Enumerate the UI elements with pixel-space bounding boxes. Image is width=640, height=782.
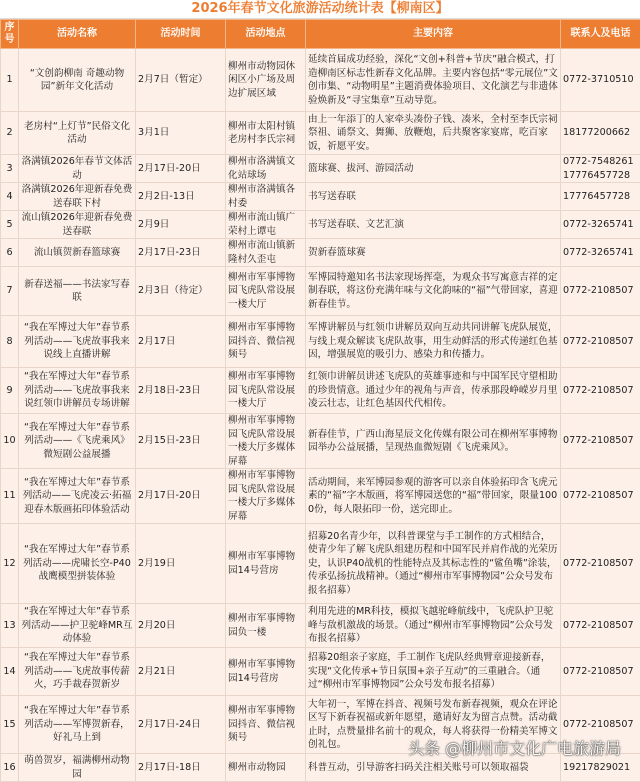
activity-contact: 0772-2108507 xyxy=(561,267,640,316)
row-number: 4 xyxy=(1,183,19,211)
activity-name: “我在军博过大年”春节系列活动——飞虎故事我来说红领巾讲解员专场讲解 xyxy=(19,368,136,414)
activity-time: 2月3日（待定） xyxy=(136,267,226,316)
activity-time: 2月15日-23日 xyxy=(136,414,226,469)
header-contact: 联系人及电话 xyxy=(561,20,640,49)
activity-content: 由上一年添丁的人家牵头凑份子钱、凑米，全村至李氏宗祠祭祖、诵祭文、舞狮、放鞭炮，后共聚客家宴席，吃百家饭，祈愿平安。 xyxy=(306,112,561,155)
row-number: 1 xyxy=(1,49,19,112)
header-name: 活动名称 xyxy=(19,20,136,49)
row-number: 14 xyxy=(1,648,19,696)
activity-time: 2月17日-18日 xyxy=(136,754,226,782)
activity-place: 柳州市军事博物园负一楼 xyxy=(226,604,306,648)
activity-content: 篮球赛、拔河、游园活动 xyxy=(306,155,561,183)
row-number: 15 xyxy=(1,696,19,754)
activity-contact: 18177200662 xyxy=(561,112,640,155)
activity-contact: 0772-2108507 xyxy=(561,696,640,754)
row-number: 13 xyxy=(1,604,19,648)
activity-table xyxy=(0,19,640,782)
activity-place: 柳州市军事博物园飞虎队常设展一楼大厅多媒体屏幕 xyxy=(226,469,306,524)
activity-contact: 0772-7548261 17776457728 xyxy=(561,155,640,183)
activity-place: 柳州市动物园 xyxy=(226,754,306,782)
activity-place: 柳州市军事博物园飞虎队常设展一楼大厅 xyxy=(226,368,306,414)
activity-content: 利用先进的MR科技，模拟飞越驼峰航线中，飞虎队护卫驼峰与敌机激战的场景。（通过“柳州市军事博物园”公众号发布报名招募） xyxy=(306,604,561,648)
activity-time: 2月2日-13日 xyxy=(136,183,226,211)
table-row xyxy=(1,112,640,155)
activity-time: 2月17日 xyxy=(136,316,226,368)
watermark: 头条 @柳州市文化广电旅游局 xyxy=(408,736,621,759)
activity-place: 柳州市洛满镇各村委 xyxy=(226,183,306,211)
activity-contact: 0772-2108507 xyxy=(561,368,640,414)
row-number: 5 xyxy=(1,211,19,239)
activity-place: 柳州市洛满镇文化站球场 xyxy=(226,155,306,183)
table-row xyxy=(1,49,640,112)
activity-place: 柳州市军事博物园14号营房 xyxy=(226,524,306,604)
activity-name: 萌兽贺岁，福满柳州动物园 xyxy=(19,754,136,782)
activity-name: “我在军博过大年”春节系列活动——《飞虎乘风》微短剧公益展播 xyxy=(19,414,136,469)
activity-contact: 0772-2108507 xyxy=(561,524,640,604)
activity-name: “我在军博过大年”春节系列活动——飞虎故事我来说线上直播讲解 xyxy=(19,316,136,368)
activity-content: 红领巾讲解员讲述飞虎队的英雄事迹和与中国军民守望相助的珍贵情意。通过少年的视角与声音，传承那段峥嵘岁月里凌云壮志，让红色基因代代相传。 xyxy=(306,368,561,414)
activity-time: 2月17日-20日 xyxy=(136,469,226,524)
row-number: 10 xyxy=(1,414,19,469)
activity-content: 招募20名青少年，以科普课堂与手工制作的方式相结合，使青少年了解飞虎队组建历程和中国军民并肩作战的光荣历史，认识P40战机的性能特点及其标志性的“鲨鱼嘴”涂装，传承弘扬抗战精神。（通过“柳州市军事博物园”公众号发布报名招募） xyxy=(306,524,561,604)
header-place: 活动地点 xyxy=(226,20,306,49)
table-row xyxy=(1,316,640,368)
header-content: 主要内容 xyxy=(306,20,561,49)
row-number: 11 xyxy=(1,469,19,524)
activity-content: 活动期间，来军博园参观的游客可以亲自体验拓印含飞虎元素的“福”字木版画，将军博园送您的“福”带回家，限量1000份，每人限拓印一份，送完即止。 xyxy=(306,469,561,524)
activity-name: 新春送福——书法家写春联 xyxy=(19,267,136,316)
activity-contact: 17776457728 xyxy=(561,183,640,211)
activity-contact: 19217829021 xyxy=(561,754,640,782)
table-row xyxy=(1,267,640,316)
row-number: 16 xyxy=(1,754,19,782)
activity-name: “文创韵柳南 奇趣动物园”新年文化活动 xyxy=(19,49,136,112)
table-row xyxy=(1,183,640,211)
activity-content: 书写送春联 xyxy=(306,183,561,211)
activity-name: “我在军博过大年”春节系列活动——军博贺新春，好礼马上到 xyxy=(19,696,136,754)
row-number: 3 xyxy=(1,155,19,183)
table-row xyxy=(1,648,640,696)
activity-place: 柳州市军事博物园14号营房 xyxy=(226,648,306,696)
table-row xyxy=(1,368,640,414)
activity-contact: 0772-2108507 xyxy=(561,414,640,469)
activity-time: 2月19日 xyxy=(136,524,226,604)
activity-contact: 0772-2108507 xyxy=(561,316,640,368)
table-row xyxy=(1,469,640,524)
table-row xyxy=(1,155,640,183)
activity-place: 柳州市流山镇广荣村上谭屯 xyxy=(226,211,306,239)
activity-time: 2月9日 xyxy=(136,211,226,239)
activity-content: 军博讲解员与红领巾讲解员双向互动共同讲解飞虎队展览，与线上观众解读飞虎队故事，用生动鲜活的形式传递红色基因，增强展览的吸引力、感染力和传播力。 xyxy=(306,316,561,368)
activity-name: “我在军博过大年”春节系列活动——虎啸长空-P40战鹰模型拼装体验 xyxy=(19,524,136,604)
activity-place: 柳州市军事博物园飞虎队常设展一楼大厅 xyxy=(226,267,306,316)
activity-content: 科普互动，引导游客扫码关注相关账号可以领取福袋 xyxy=(306,754,561,782)
activity-place: 柳州市太阳村镇老房村李氏宗祠 xyxy=(226,112,306,155)
activity-name: “我在军博过大年”春节系列活动——飞虎凌云·拓福迎春木版画拓印体验活动 xyxy=(19,469,136,524)
activity-place: 柳州市流山镇新隆村久歪屯 xyxy=(226,239,306,267)
activity-place: 柳州市军事博物园抖音、微信视频号 xyxy=(226,316,306,368)
activity-name: 流山镇贺新春篮球赛 xyxy=(19,239,136,267)
activity-content: 军博园特邀知名书法家现场挥毫，为观众书写寓意吉祥的定制春联，将这份充满年味与文化韵味的“福”气带回家，喜迎新春佳节。 xyxy=(306,267,561,316)
header-no: 序号 xyxy=(1,20,19,49)
activity-place: 柳州市军事博物园抖音、微信视频号 xyxy=(226,696,306,754)
activity-name: “我在军博过大年”春节系列活动——飞虎故事传薪火，巧手裁春贺新岁 xyxy=(19,648,136,696)
activity-time: 2月18日-23日 xyxy=(136,368,226,414)
activity-name: 老房村“上灯节”民俗文化活动 xyxy=(19,112,136,155)
table-row xyxy=(1,211,640,239)
activity-name: 流山镇2026年迎新春免费送春联 xyxy=(19,211,136,239)
activity-name: “我在军博过大年”春节系列活动——护卫驼峰MR互动体验 xyxy=(19,604,136,648)
row-number: 6 xyxy=(1,239,19,267)
table-row xyxy=(1,604,640,648)
activity-name: 洛满镇2026年春节文体活动 xyxy=(19,155,136,183)
activity-time: 2月20日 xyxy=(136,604,226,648)
row-number: 8 xyxy=(1,316,19,368)
header-time: 活动时间 xyxy=(136,20,226,49)
row-number: 12 xyxy=(1,524,19,604)
table-row xyxy=(1,239,640,267)
activity-content: 书写送春联、文艺汇演 xyxy=(306,211,561,239)
table-row xyxy=(1,414,640,469)
activity-contact: 0772-2108507 xyxy=(561,469,640,524)
activity-time: 2月17日-24日 xyxy=(136,696,226,754)
table-title: 2026年春节文化旅游活动统计表【柳南区】 xyxy=(0,0,640,19)
activity-content: 贺新春篮球赛 xyxy=(306,239,561,267)
activity-content: 延续首届成功经验，深化“文创+科普+节庆”融合模式，打造柳南区标志性新春文化品牌。主要内容包括“零元展位”文创市集、“动物明星”主题消费体验项目、文化演艺与非遗体验焕新及“寻宝集章”互动导览。 xyxy=(306,49,561,112)
header-row xyxy=(1,20,640,49)
row-number: 7 xyxy=(1,267,19,316)
activity-content: 大年初一，军博在抖音、视频号发布新春视频，观众在评论区写下新春祝福或新年愿望，邀请好友为留言点赞。活动截止时，点赞量排名前十的观众，每人将获得一份精美军博文创礼包。 xyxy=(306,696,561,754)
activity-contact: 0772-3265741 xyxy=(561,211,640,239)
table-row xyxy=(1,524,640,604)
activity-time: 3月1日 xyxy=(136,112,226,155)
activity-place: 柳州市动物园休闲区小广场及周边扩展区域 xyxy=(226,49,306,112)
row-number: 2 xyxy=(1,112,19,155)
activity-time: 2月21日 xyxy=(136,648,226,696)
activity-time: 2月17日-23日 xyxy=(136,239,226,267)
activity-time: 2月17日-20日 xyxy=(136,155,226,183)
activity-place: 柳州市军事博物园飞虎队常设展一楼大厅多媒体屏幕 xyxy=(226,414,306,469)
activity-contact: 0772-2108507 xyxy=(561,648,640,696)
activity-content: 新春佳节，广西山海星辰文化传媒有限公司在柳州军事博物园举办公益展播，呈现热血微短剧《飞虎乘风》。 xyxy=(306,414,561,469)
activity-name: 洛满镇2026年迎新春免费送春联下村 xyxy=(19,183,136,211)
activity-contact: 0772-3265741 xyxy=(561,239,640,267)
row-number: 9 xyxy=(1,368,19,414)
activity-contact: 0772-3710510 xyxy=(561,49,640,112)
activity-content: 招募20组亲子家庭，手工制作飞虎队经典臂章迎接新春，实现“文化传承+节日氛围+亲子互动”的三重融合。（通过“柳州市军事博物园”公众号发布报名招募） xyxy=(306,648,561,696)
activity-time: 2月7日（暂定） xyxy=(136,49,226,112)
activity-contact: 0772-2108507 xyxy=(561,604,640,648)
